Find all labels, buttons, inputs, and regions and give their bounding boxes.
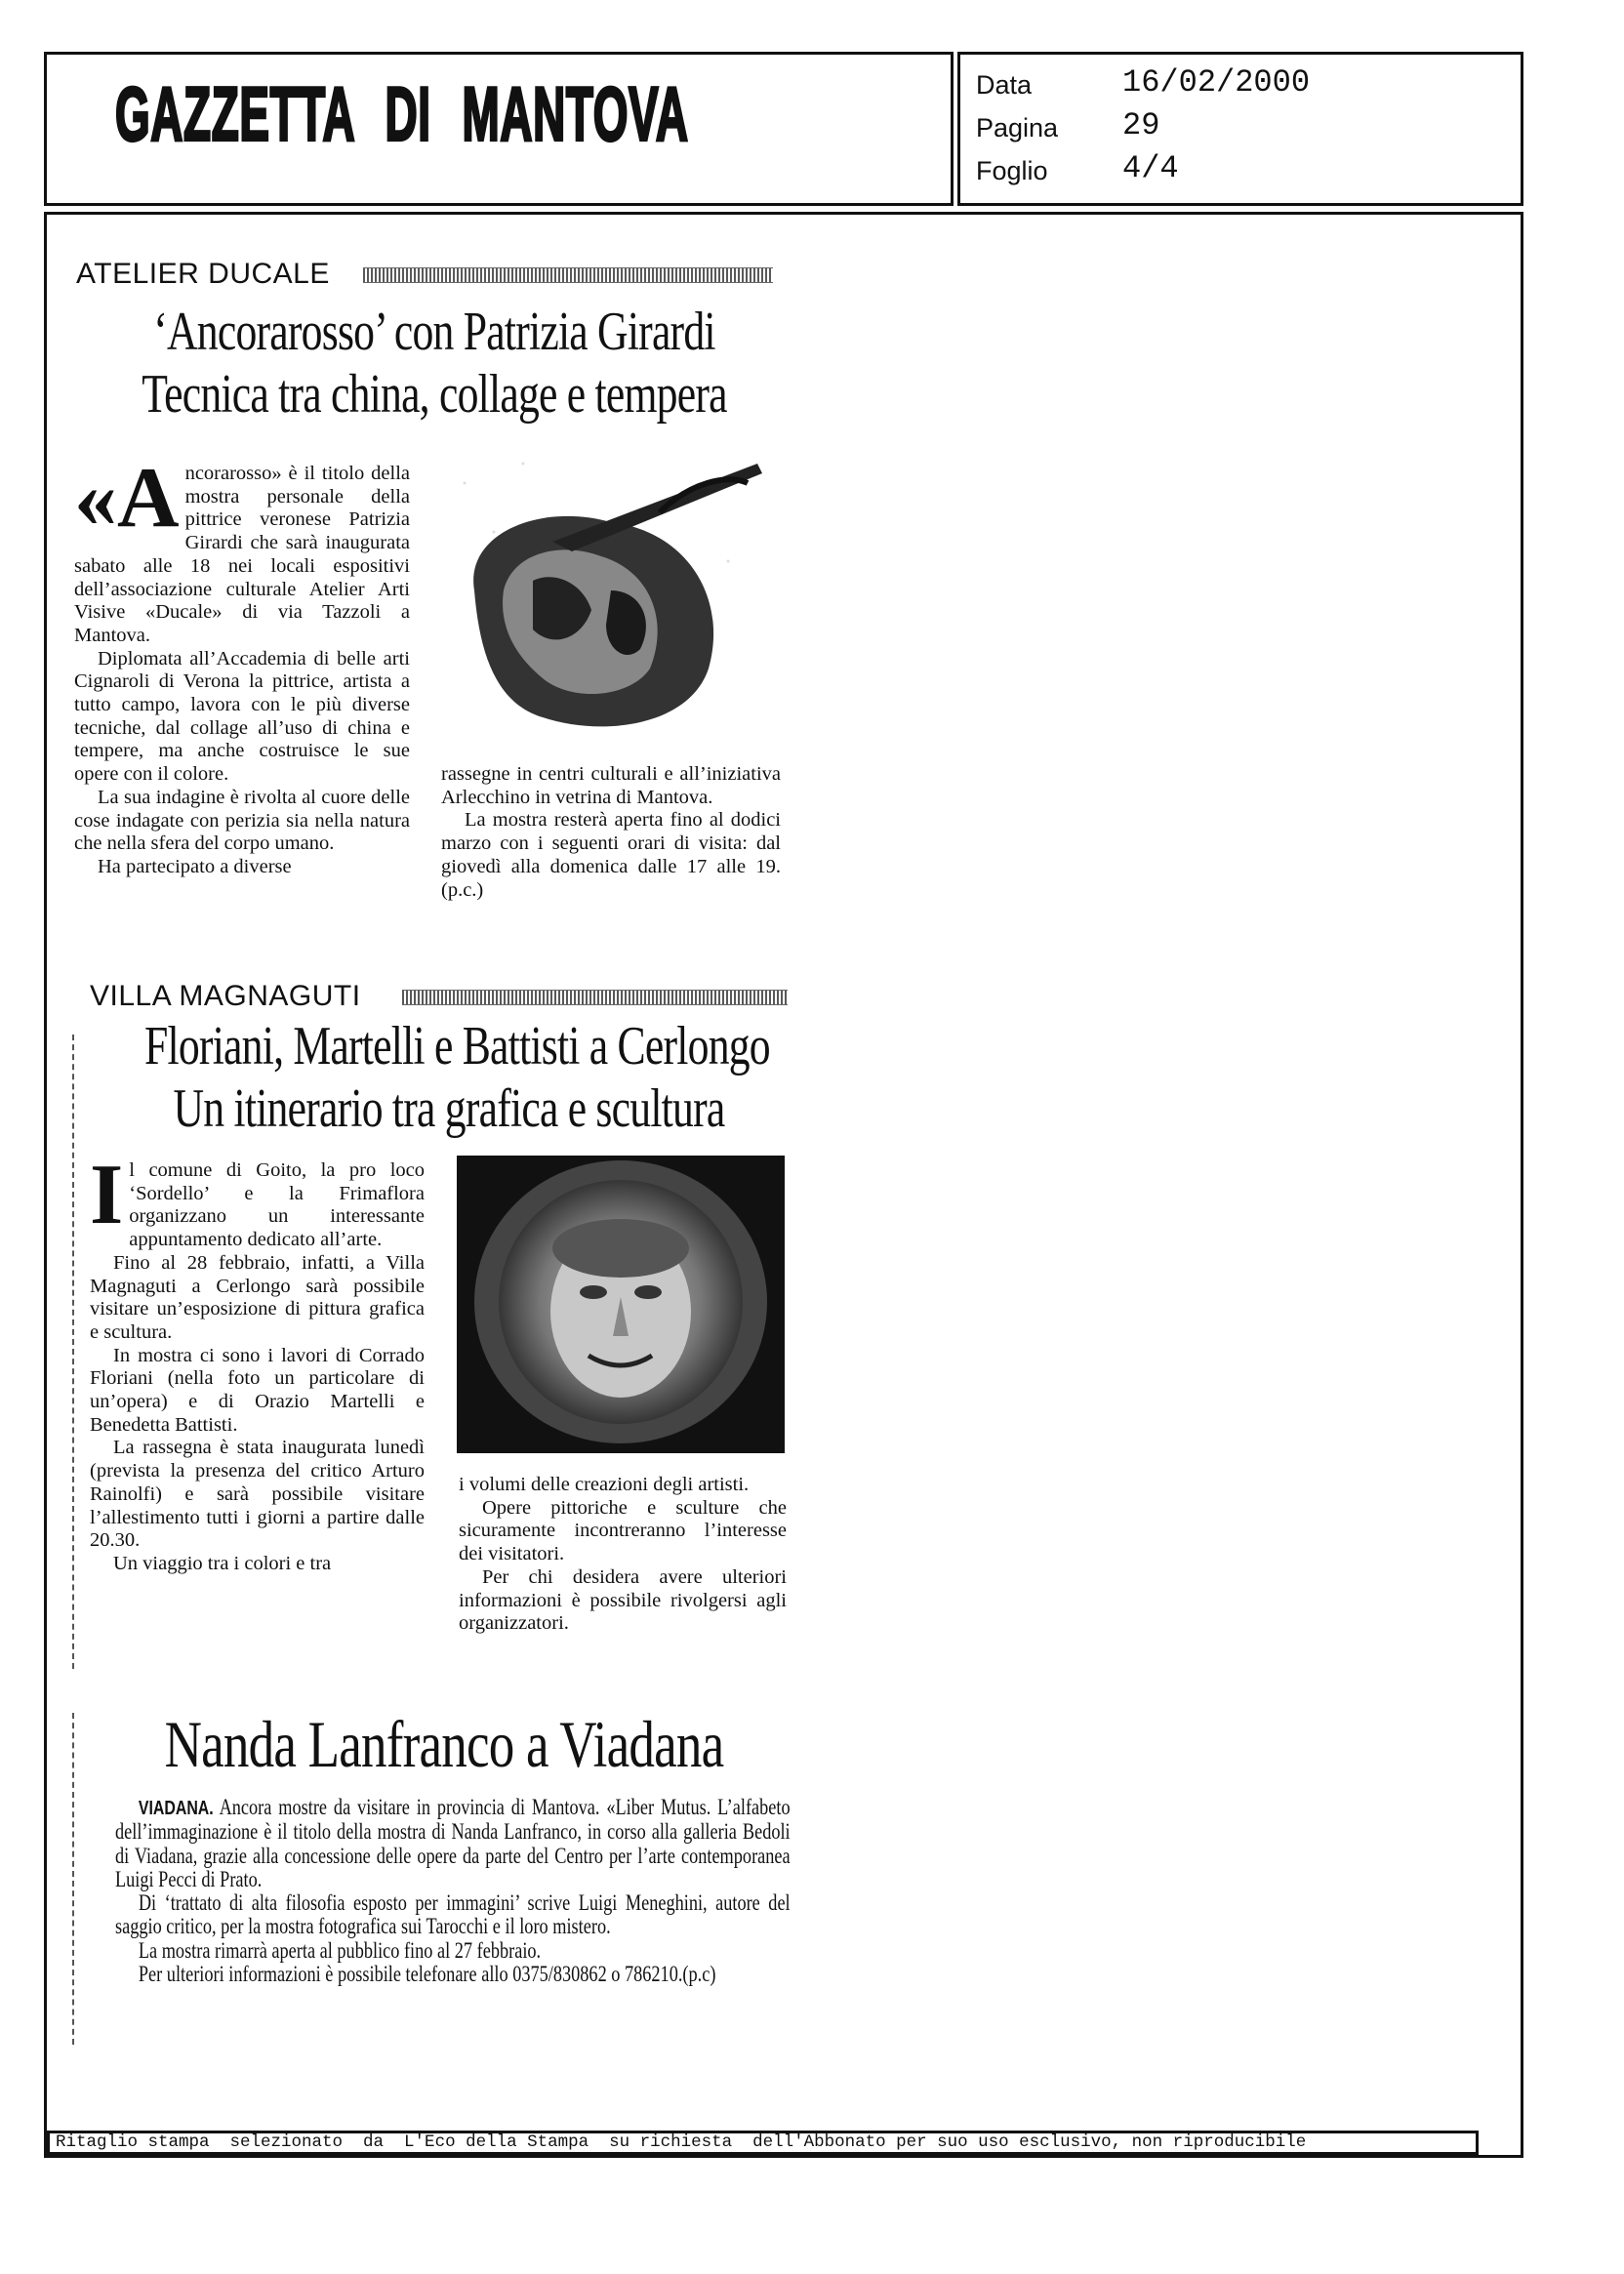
artwork-image: [435, 444, 771, 749]
article1-headline: ‘Ancorarosso’ con Patrizia Girardi: [153, 302, 715, 362]
paragraph: Ancora mostre da visitare in provincia di Mantova. «Liber Mutus. L’alfabeto dell’immaginazione è il titolo della mostra di Nanda Lanfranco, in corso alla galleria Bedoli di Viadana, grazie alla concessione delle opere da parte del Centro per l’arte contemporanea Luigi Pecci di Prato.: [115, 1795, 791, 1891]
paragraph: Opere pittoriche e sculture che sicuramente incontreranno l’interesse dei visitatori.: [459, 1496, 787, 1565]
article3-body: [115, 1796, 791, 1986]
masthead-title: GAZZETTA DI MANTOVA: [115, 71, 689, 157]
artwork-photo-ancorarosso: [435, 444, 771, 749]
copyright-notice: Ritaglio stampa selezionato da L'Eco della Stampa su richiesta dell'Abbonato per suo uso esclusivo, non riproducibile: [47, 2131, 1479, 2155]
paragraph: l comune di Goito, la pro loco ‘Sordello’ e la Frimaflora organizzano un interessante appuntamento dedicato all’arte.: [129, 1159, 425, 1251]
kicker-rule: [363, 267, 773, 283]
paragraph: rassegne in centri culturali e all’iniziativa Arlecchino in vetrina di Mantova.: [441, 763, 781, 808]
drop-cap: I: [90, 1148, 124, 1242]
column-margin-mark: [72, 1713, 74, 2045]
article2-right-column: [459, 1474, 787, 1636]
paragraph: La mostra resterà aperta fino al dodici marzo con i seguenti orari di visita: dal giovedì alla domenica dalle 17 alle 19. (p.c.): [441, 809, 781, 901]
meta-value-sheet: 4/4: [1122, 150, 1179, 186]
article2-kicker: VILLA MAGNAGUTI: [90, 980, 361, 1012]
article1-subheadline: Tecnica tra china, collage e tempera: [142, 364, 727, 425]
article1-right-column: [441, 763, 781, 902]
article2-subheadline: Un itinerario tra grafica e scultura: [173, 1078, 725, 1139]
newspaper-masthead: [115, 70, 798, 158]
paragraph: La sua indagine è rivolta al cuore delle cose indagate con perizia sia nella natura che nella sfera del corpo umano.: [74, 786, 410, 855]
meta-label-date: Data: [976, 70, 1033, 100]
drop-cap: «A: [74, 451, 180, 546]
paragraph: i volumi delle creazioni degli artisti.: [459, 1474, 750, 1495]
paragraph: Per ulteriori informazioni è possibile telefonare allo 0375/830862 o 786210.(p.c): [138, 1962, 716, 1987]
paragraph: Per chi desidera avere ulteriori informazioni è possibile rivolgersi agli organizzatori.: [459, 1565, 787, 1635]
dateline: VIADANA.: [138, 1798, 214, 1819]
paragraph: ncorarosso» è il titolo della mostra personale della pittrice veronese Patrizia Girardi che sarà inaugurata sabato alle 18 nei locali espositivi dell’associazione culturale Atelier Arti Visive «Ducale» di via Tazzoli a Mantova.: [74, 463, 410, 646]
article1-left-column: [74, 451, 410, 879]
paragraph: Ha partecipato a diverse: [98, 855, 292, 877]
meta-label-sheet: Foglio: [976, 156, 1048, 185]
artwork-photo-floriani: [457, 1156, 785, 1453]
article1-kicker: ATELIER DUCALE: [76, 258, 330, 290]
paragraph: In mostra ci sono i lavori di Corrado Floriani (nella foto un particolare di un’opera) e di Orazio Martelli e Benedetta Battisti.: [90, 1344, 425, 1436]
paragraph: Un viaggio tra i colori e tra: [113, 1552, 332, 1574]
article2-headline: Floriani, Martelli e Battisti a Cerlongo: [144, 1016, 770, 1076]
paragraph: La mostra rimarrà aperta al pubblico fino al 27 febbraio.: [138, 1937, 542, 1963]
paragraph: Diplomata all’Accademia di belle arti Cignaroli di Verona la pittrice, artista a tutto campo, lavora con le più diverse tecniche, dal collage all’uso di china e tempere, ma anche costruisce le sue opere con il colore.: [74, 647, 410, 786]
artwork-image: [457, 1156, 785, 1453]
paragraph: La rassegna è stata inaugurata lunedì (prevista la presenza del critico Arturo Rainolfi) e sarà possibile visitare l’allestimento tutti i giorni a partire dalle 20.30.: [90, 1437, 425, 1552]
paragraph: Di ‘trattato di alta filosofia esposto per immagini’ scrive Luigi Meneghini, autore del saggio critico, per la mostra fotografica sui Tarocchi e il loro mistero.: [115, 1890, 791, 1939]
meta-value-page: 29: [1122, 107, 1160, 143]
meta-label-page: Pagina: [976, 113, 1059, 142]
paragraph: Fino al 28 febbraio, infatti, a Villa Magnaguti a Cerlongo sarà possibile visitare un’esposizione di pittura grafica e scultura.: [90, 1251, 425, 1343]
article3-headline: Nanda Lanfranco a Viadana: [164, 1707, 724, 1781]
article2-left-column: [90, 1148, 425, 1576]
meta-value-date: 16/02/2000: [1122, 64, 1311, 101]
kicker-rule: [402, 990, 788, 1005]
column-margin-mark: [72, 1035, 74, 1669]
